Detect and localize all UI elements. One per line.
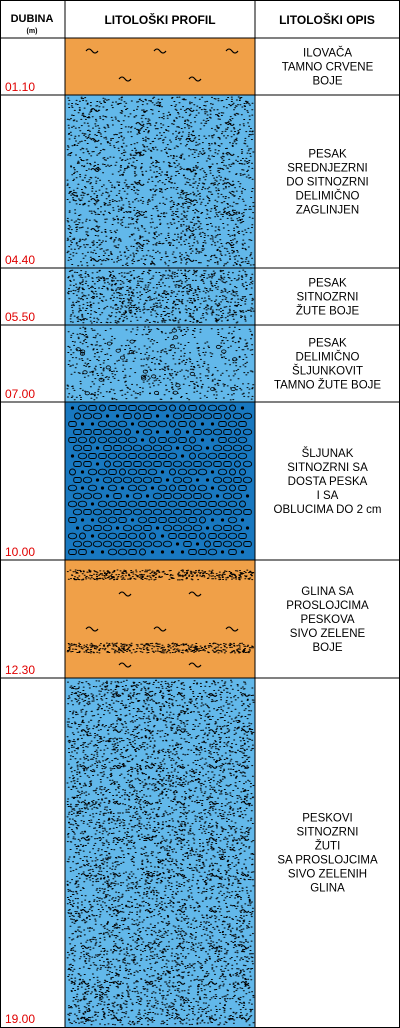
description-column-title: LITOLOŠKI OPIS xyxy=(279,13,375,27)
layer-description xyxy=(296,278,360,318)
layer-5-gravel xyxy=(65,402,255,560)
description-line: DELIMIČNO xyxy=(295,351,360,364)
description-line: PESKOVI xyxy=(302,812,353,825)
description-line: SITNOZRNI xyxy=(296,291,359,304)
layer-description xyxy=(282,47,374,88)
depth-label: 05.50 xyxy=(5,310,36,324)
layer-6-clay-sand-layers xyxy=(65,560,255,678)
description-line: I SA xyxy=(316,490,339,502)
depth-label: 07.00 xyxy=(5,387,36,401)
depth-label: 19.00 xyxy=(5,1012,36,1026)
layer-description xyxy=(277,813,378,895)
layer-1-clay xyxy=(65,38,255,95)
layer-description xyxy=(286,149,368,217)
layer-4-sand-gravel xyxy=(65,325,255,402)
description-line: BOJE xyxy=(312,642,343,654)
description-line: ŠLJUNAK xyxy=(301,448,354,460)
description-line: BOJE xyxy=(312,75,343,88)
description-line: OBLUCIMA DO 2 cm xyxy=(273,504,382,516)
depth-unit-label: (m) xyxy=(26,28,38,35)
description-line: TAMNO CRVENE xyxy=(281,61,374,74)
description-line: SIVO ZELENIH xyxy=(287,868,368,881)
description-line: DO SITNOZRNI xyxy=(286,176,369,189)
depth-column-title: DUBINA xyxy=(10,13,54,25)
description-line: GLINA xyxy=(310,882,345,895)
layer-2-sand-clay xyxy=(65,95,255,275)
layer-description xyxy=(286,586,369,654)
texture-layer xyxy=(65,38,255,1027)
depth-label: 04.40 xyxy=(5,253,36,267)
description-line: ZAGLINJEN xyxy=(295,204,360,217)
layer-7-sand-clay-layers xyxy=(65,678,255,1027)
description-line: DOSTA PESKA xyxy=(287,476,368,488)
layer-3-sand xyxy=(65,268,255,325)
description-line: DELIMIČNO xyxy=(295,190,360,203)
depth-label: 01.10 xyxy=(5,80,36,94)
description-line: SITNOZRNI xyxy=(296,826,359,839)
description-line: SITNOZRNI SA xyxy=(287,462,368,474)
description-line: SREDNJEZRNI xyxy=(287,162,368,175)
description-line: PESAK xyxy=(308,277,347,290)
layer-description xyxy=(274,338,381,392)
description-line: PESKOVA xyxy=(300,614,355,626)
description-line: ŽUTE BOJE xyxy=(295,305,360,318)
depth-label: 12.30 xyxy=(5,663,36,677)
description-line: PESAK xyxy=(308,337,347,350)
description-line: PROSLOJCIMA xyxy=(286,600,369,612)
profile-column-title: LITOLOŠKI PROFIL xyxy=(104,13,216,27)
description-line: ŽUTI xyxy=(314,840,341,853)
description-line: ILOVAČA xyxy=(303,47,352,60)
depth-label: 10.00 xyxy=(5,545,36,559)
description-line: SIVO ZELENE xyxy=(289,628,366,640)
description-line: TAMNO ŽUTE BOJE xyxy=(273,379,382,392)
description-line: ŠLJUNKOVIT xyxy=(292,365,363,378)
description-line: SA PROSLOJCIMA xyxy=(277,854,378,867)
description-line: GLINA SA xyxy=(301,586,354,598)
layer-description xyxy=(274,447,382,516)
description-line: PESAK xyxy=(308,148,347,161)
